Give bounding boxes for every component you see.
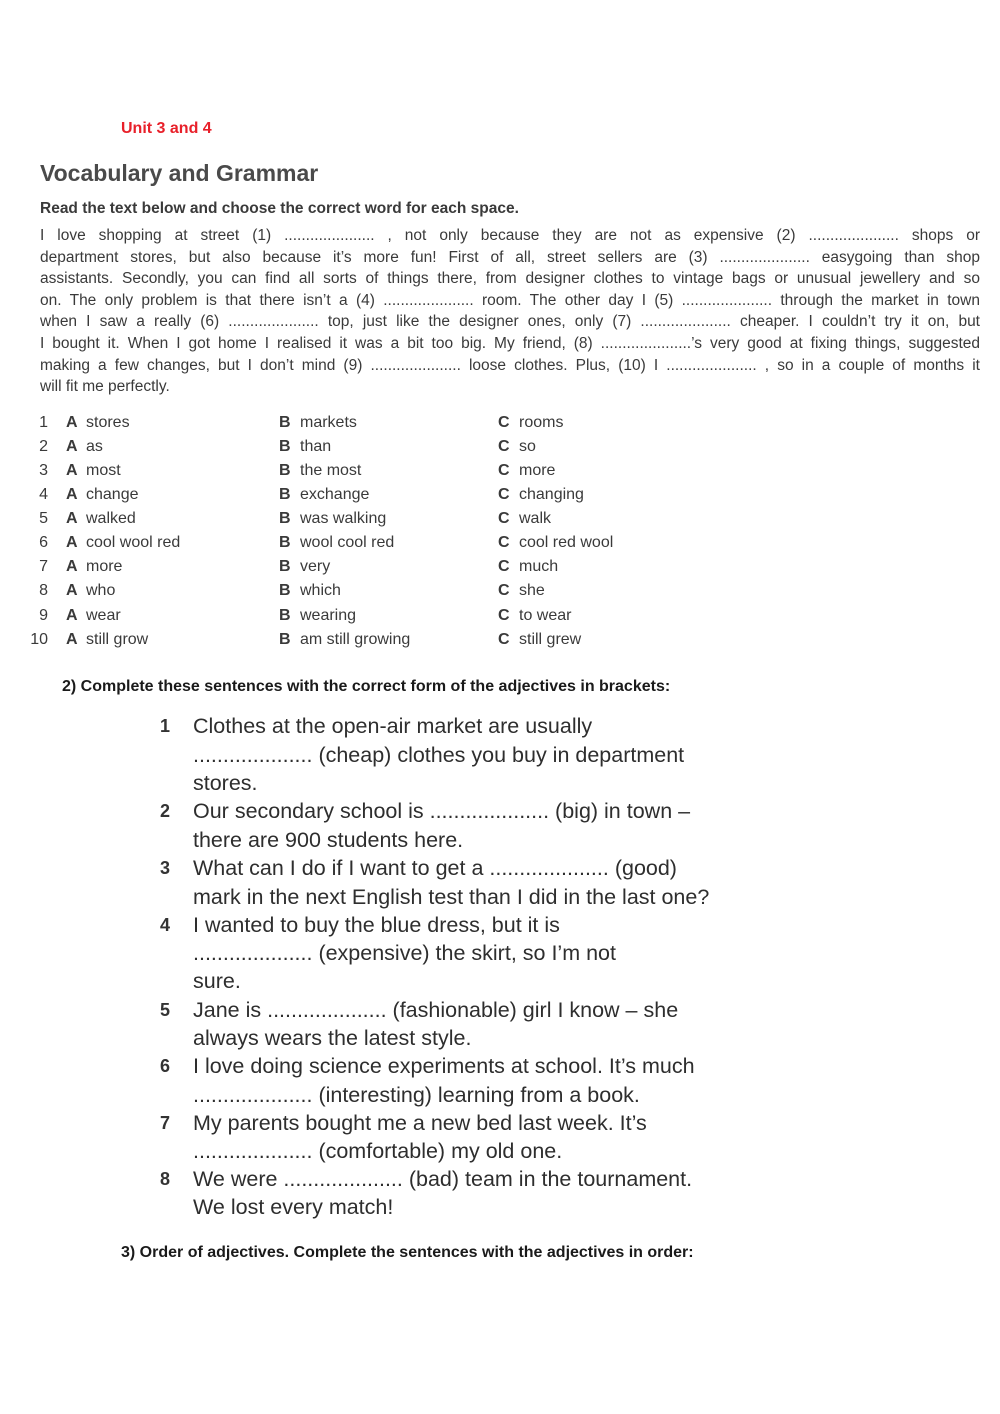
option-c[interactable]: still grew [519, 631, 582, 648]
question-number: 4 [39, 486, 48, 503]
sentence-line[interactable]: .................... (cheap) clothes you buy in department [193, 743, 685, 767]
option-c[interactable]: walk [519, 510, 552, 527]
sentence-line[interactable]: Jane is .................... (fashionable) girl I know – she [193, 998, 679, 1022]
sentence-line: there are 900 students here. [193, 828, 464, 852]
option-letter-a: A [66, 486, 78, 503]
option-b[interactable]: was walking [300, 510, 387, 527]
passage-line: I bought it. When I got home I realised it was a bit too big. My friend, (8) .....................’s very good at fixing things, suggested [40, 335, 980, 352]
passage-line: on. The only problem is that there isn’t a (4) ..................... room. The other day I (5) ..................... through the market in town [40, 292, 980, 309]
option-a[interactable]: change [86, 486, 139, 503]
option-letter-b: B [279, 534, 291, 551]
section2-heading: 2) Complete these sentences with the correct form of the adjectives in brackets: [62, 678, 671, 695]
passage-line: assistants. Secondly, you can find all sorts of things there, from designer clothes to vintage bags or unusual jewellery and so [40, 270, 980, 287]
option-letter-c: C [498, 534, 510, 551]
option-a[interactable]: who [86, 582, 116, 599]
option-letter-b: B [279, 414, 291, 431]
option-b[interactable]: markets [300, 414, 357, 431]
option-letter-b: B [279, 462, 291, 479]
option-letter-a: A [66, 558, 78, 575]
sentence-line[interactable]: .................... (comfortable) my old one. [193, 1139, 563, 1163]
option-b[interactable]: the most [300, 462, 362, 479]
item-number: 7 [160, 1113, 171, 1133]
question-number: 1 [39, 414, 48, 431]
option-letter-a: A [66, 462, 78, 479]
option-row [0, 486, 1000, 508]
option-letter-c: C [498, 607, 510, 624]
option-letter-c: C [498, 582, 510, 599]
option-b[interactable]: which [300, 582, 341, 599]
sentence-line: I wanted to buy the blue dress, but it is [193, 913, 560, 937]
item-number: 8 [160, 1169, 171, 1189]
option-letter-b: B [279, 631, 291, 648]
question-number: 10 [30, 631, 48, 648]
sentence-line: I love doing science experiments at school. It’s much [193, 1054, 695, 1078]
item-number: 1 [160, 716, 171, 736]
option-a[interactable]: most [86, 462, 121, 479]
option-letter-a: A [66, 607, 78, 624]
item-number: 5 [160, 1000, 171, 1020]
instructions: Read the text below and choose the correct word for each space. [40, 200, 519, 217]
option-letter-a: A [66, 534, 78, 551]
passage-line: department stores, but also because it’s more fun! First of all, street sellers are (3) ..................... easygoing than shop [40, 249, 980, 266]
option-row [0, 510, 1000, 532]
sentence-line[interactable]: Our secondary school is .................... (big) in town – [193, 799, 691, 823]
option-b[interactable]: than [300, 438, 332, 455]
option-c[interactable]: she [519, 582, 545, 599]
option-letter-c: C [498, 462, 510, 479]
question-number: 9 [39, 607, 48, 624]
option-c[interactable]: cool red wool [519, 534, 614, 551]
option-a[interactable]: cool wool red [86, 534, 181, 551]
unit-heading: Unit 3 and 4 [121, 120, 212, 137]
sentence-line[interactable]: .................... (expensive) the skirt, so I’m not [193, 941, 616, 965]
item-number: 3 [160, 858, 171, 878]
option-letter-b: B [279, 486, 291, 503]
option-letter-a: A [66, 582, 78, 599]
question-number: 2 [39, 438, 48, 455]
sentence-line: stores. [193, 771, 258, 795]
option-letter-b: B [279, 582, 291, 599]
question-number: 3 [39, 462, 48, 479]
sentence-line: always wears the latest style. [193, 1026, 472, 1050]
option-c[interactable]: much [519, 558, 559, 575]
option-c[interactable]: rooms [519, 414, 564, 431]
option-a[interactable]: more [86, 558, 123, 575]
sentence-line: We lost every match! [193, 1195, 394, 1219]
option-row [0, 534, 1000, 556]
option-letter-b: B [279, 510, 291, 527]
option-row [0, 607, 1000, 629]
sentence-line[interactable]: We were .................... (bad) team in the tournament. [193, 1167, 693, 1191]
option-a[interactable]: still grow [86, 631, 149, 648]
option-b[interactable]: wool cool red [300, 534, 395, 551]
option-c[interactable]: so [519, 438, 536, 455]
option-row [0, 582, 1000, 604]
option-letter-b: B [279, 438, 291, 455]
option-letter-a: A [66, 438, 78, 455]
option-b[interactable]: very [300, 558, 331, 575]
option-row [0, 631, 1000, 653]
option-letter-b: B [279, 607, 291, 624]
option-letter-b: B [279, 558, 291, 575]
option-letter-a: A [66, 510, 78, 527]
question-number: 8 [39, 582, 48, 599]
sentence-line: sure. [193, 969, 241, 993]
option-c[interactable]: more [519, 462, 556, 479]
option-b[interactable]: exchange [300, 486, 370, 503]
question-number: 6 [39, 534, 48, 551]
option-c[interactable]: changing [519, 486, 584, 503]
section-title: Vocabulary and Grammar [40, 160, 319, 186]
question-number: 5 [39, 510, 48, 527]
option-letter-c: C [498, 631, 510, 648]
option-a[interactable]: as [86, 438, 103, 455]
passage-line: I love shopping at street (1) ..................... , not only because they are not as expensive (2) ..................... shops or [40, 227, 980, 244]
option-row [0, 462, 1000, 484]
item-number: 4 [160, 915, 171, 935]
sentence-line[interactable]: What can I do if I want to get a .................... (good) [193, 856, 677, 880]
option-letter-c: C [498, 438, 510, 455]
option-b[interactable]: am still growing [300, 631, 411, 648]
question-number: 7 [39, 558, 48, 575]
option-letter-c: C [498, 558, 510, 575]
option-c[interactable]: to wear [519, 607, 572, 624]
sentence-line: Clothes at the open-air market are usually [193, 714, 593, 738]
option-row [0, 558, 1000, 580]
passage-line: when I saw a really (6) ..................... top, just like the designer ones, only (7) ..................... cheaper. I couldn’t try it on, but [40, 313, 980, 330]
option-a[interactable]: stores [86, 414, 130, 431]
sentence-line[interactable]: .................... (interesting) learning from a book. [193, 1083, 640, 1107]
passage-line: making a few changes, but I don’t mind (9) ..................... loose clothes. Plus, (10) I ..................... , so in a couple of months it [40, 357, 980, 374]
option-letter-c: C [498, 414, 510, 431]
section3-heading: 3) Order of adjectives. Complete the sentences with the adjectives in order: [121, 1244, 694, 1261]
option-b[interactable]: wearing [300, 607, 357, 624]
item-number: 2 [160, 801, 171, 821]
item-number: 6 [160, 1056, 171, 1076]
option-letter-c: C [498, 486, 510, 503]
option-a[interactable]: walked [86, 510, 136, 527]
option-a[interactable]: wear [86, 607, 121, 624]
sentence-line: My parents bought me a new bed last week. It’s [193, 1111, 647, 1135]
option-row [0, 438, 1000, 460]
option-letter-c: C [498, 510, 510, 527]
option-row [0, 414, 1000, 436]
passage-line: will fit me perfectly. [40, 378, 170, 395]
option-letter-a: A [66, 631, 78, 648]
sentence-line: mark in the next English test than I did in the last one? [193, 885, 710, 909]
option-letter-a: A [66, 414, 78, 431]
